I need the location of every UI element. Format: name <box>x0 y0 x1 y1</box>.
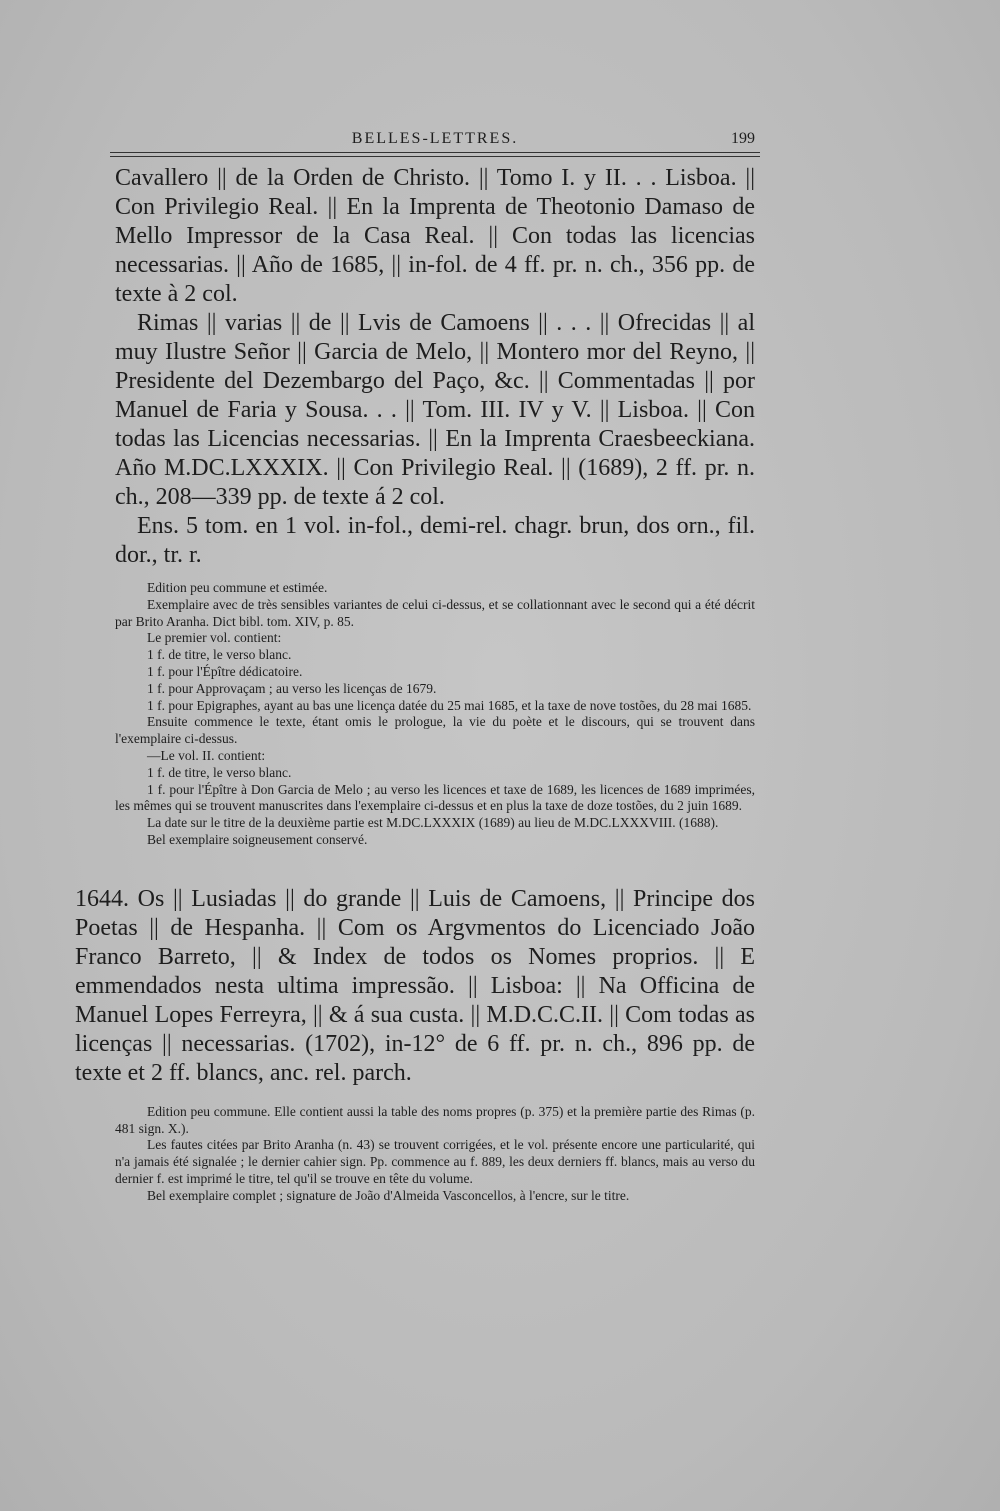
entry-rimas-varias: Rimas || varias || de || Lvis de Camoens || . . . || Ofrecidas || al muy Ilustre Señor || Garcia de Melo, || Montero mor del Reyno, || Presidente del Dezembargo del Paço, &c. || Commentadas || por Manuel de Faria y Sousa. . . || Tom. III. IV y V. || Lisboa. || Con todas las Licencias necessarias. || En la Imprenta Craesbeeckiana. Año M.DC.LXXXIX. || Con Privilegio Real. || (1689), 2 ff. pr. n. ch., 208—339 pp. de texte á 2 col. <box>115 310 755 510</box>
entry-1644-os-lusiadas: 1644. Os || Lusiadas || do grande || Luis de Camoens, || Principe dos Poetas || de Hespanha. || Com os Argvmentos do Licenciado João Franco Barreto, || & Index de todos os Nomes proprios. || E emmendados nesta ultima impressão. || Lisboa: || Na Officina de Manuel Lopes Ferreyra, || & á sua custa. || M.D.C.C.II. || Com todas as licenças || necessarias. (1702), in-12° de 6 ff. pr. n. ch., 896 pp. de texte et 2 ff. blancs, anc. rel. parch. <box>75 885 755 1086</box>
page-header <box>115 130 755 154</box>
note-paragraph: Edition peu commune et estimée. <box>147 580 328 595</box>
page-number: 199 <box>731 130 755 147</box>
note-paragraph: —Le vol. II. contient: <box>147 747 266 763</box>
note-paragraph: La date sur le titre de la deuxième partie est M.DC.LXXXIX (1689) au lieu de M.DC.LXXXVIII. (1688). <box>147 815 719 831</box>
note-paragraph: 1 f. de titre, le verso blanc. <box>147 647 292 663</box>
note-paragraph: 1 f. de titre, le verso blanc. <box>147 764 292 780</box>
note-paragraph: Exemplaire avec de très sensibles variantes de celui ci-dessus, et se collationnant avec le second qui a été décrit par Brito Aranha. Dict bibl. tom. XIV, p. 85. <box>115 596 755 629</box>
entry-continuation: Cavallero || de la Orden de Christo. || Tomo I. y II. . . Lisboa. || Con Privilegio Real. || En la Imprenta de Theotonio Damaso de Mello Impressor de la Casa Real. || Con todas las licencias necessarias. || Año de 1685, || in-fol. de 4 ff. pr. n. ch., 356 pp. de texte à 2 col. <box>115 165 755 307</box>
spacer <box>115 570 755 580</box>
note-paragraph: Bel exemplaire soigneusement conservé. <box>147 831 368 847</box>
binding-description: Ens. 5 tom. en 1 vol. in-fol., demi-rel. chagr. brun, dos orn., fil. dor., tr. r. <box>115 513 755 568</box>
header-rule <box>110 152 760 153</box>
note-paragraph: 1 f. pour l'Épître dédicatoire. <box>147 663 303 679</box>
note-paragraph: Bel exemplaire complet ; signature de João d'Almeida Vasconcellos, à l'encre, sur le titre. <box>147 1187 630 1203</box>
header-rule-thin <box>110 156 760 157</box>
spacer <box>115 1088 755 1104</box>
page-body <box>75 164 755 1205</box>
note-paragraph: Edition peu commune. Elle contient aussi la table des noms propres (p. 375) et la première partie des Rimas (p. 481 sign. X.). <box>115 1103 755 1136</box>
note-paragraph: Les fautes citées par Brito Aranha (n. 43) se trouvent corrigées, et le vol. présente encore une particularité, qui n'a jamais été signalée ; le dernier cahier sign. Pp. commence au f. 889, les deux derniers ff. blancs, mais au verso du dernier f. est imprimé le titre, tel qu'il se trouve en tête du volume. <box>115 1137 755 1186</box>
note-paragraph: 1 f. pour Epigraphes, ayant au bas une licença datée du 25 mai 1685, et la taxe de nove tostões, du 28 mai 1685. <box>147 697 752 713</box>
note-paragraph: Ensuite commence le texte, étant omis le prologue, la vie du poète et le discours, qui se trouvent dans l'exemplaire ci-dessus. <box>115 714 755 747</box>
note-paragraph: 1 f. pour Approvaçam ; au verso les licenças de 1679. <box>147 680 437 696</box>
note-paragraph: Le premier vol. contient: <box>147 630 282 646</box>
spacer <box>115 849 755 885</box>
running-title: BELLES-LETTRES. <box>351 130 519 147</box>
note-paragraph: 1 f. pour l'Épître à Don Garcia de Melo ; au verso les licences et taxe de 1689, les licences de 1689 imprimées, les mêmes qui se trouvent manuscrites dans l'exemplaire ci-dessus et en plus la taxe de doze tostões, du 2 juin 1689. <box>115 781 755 814</box>
